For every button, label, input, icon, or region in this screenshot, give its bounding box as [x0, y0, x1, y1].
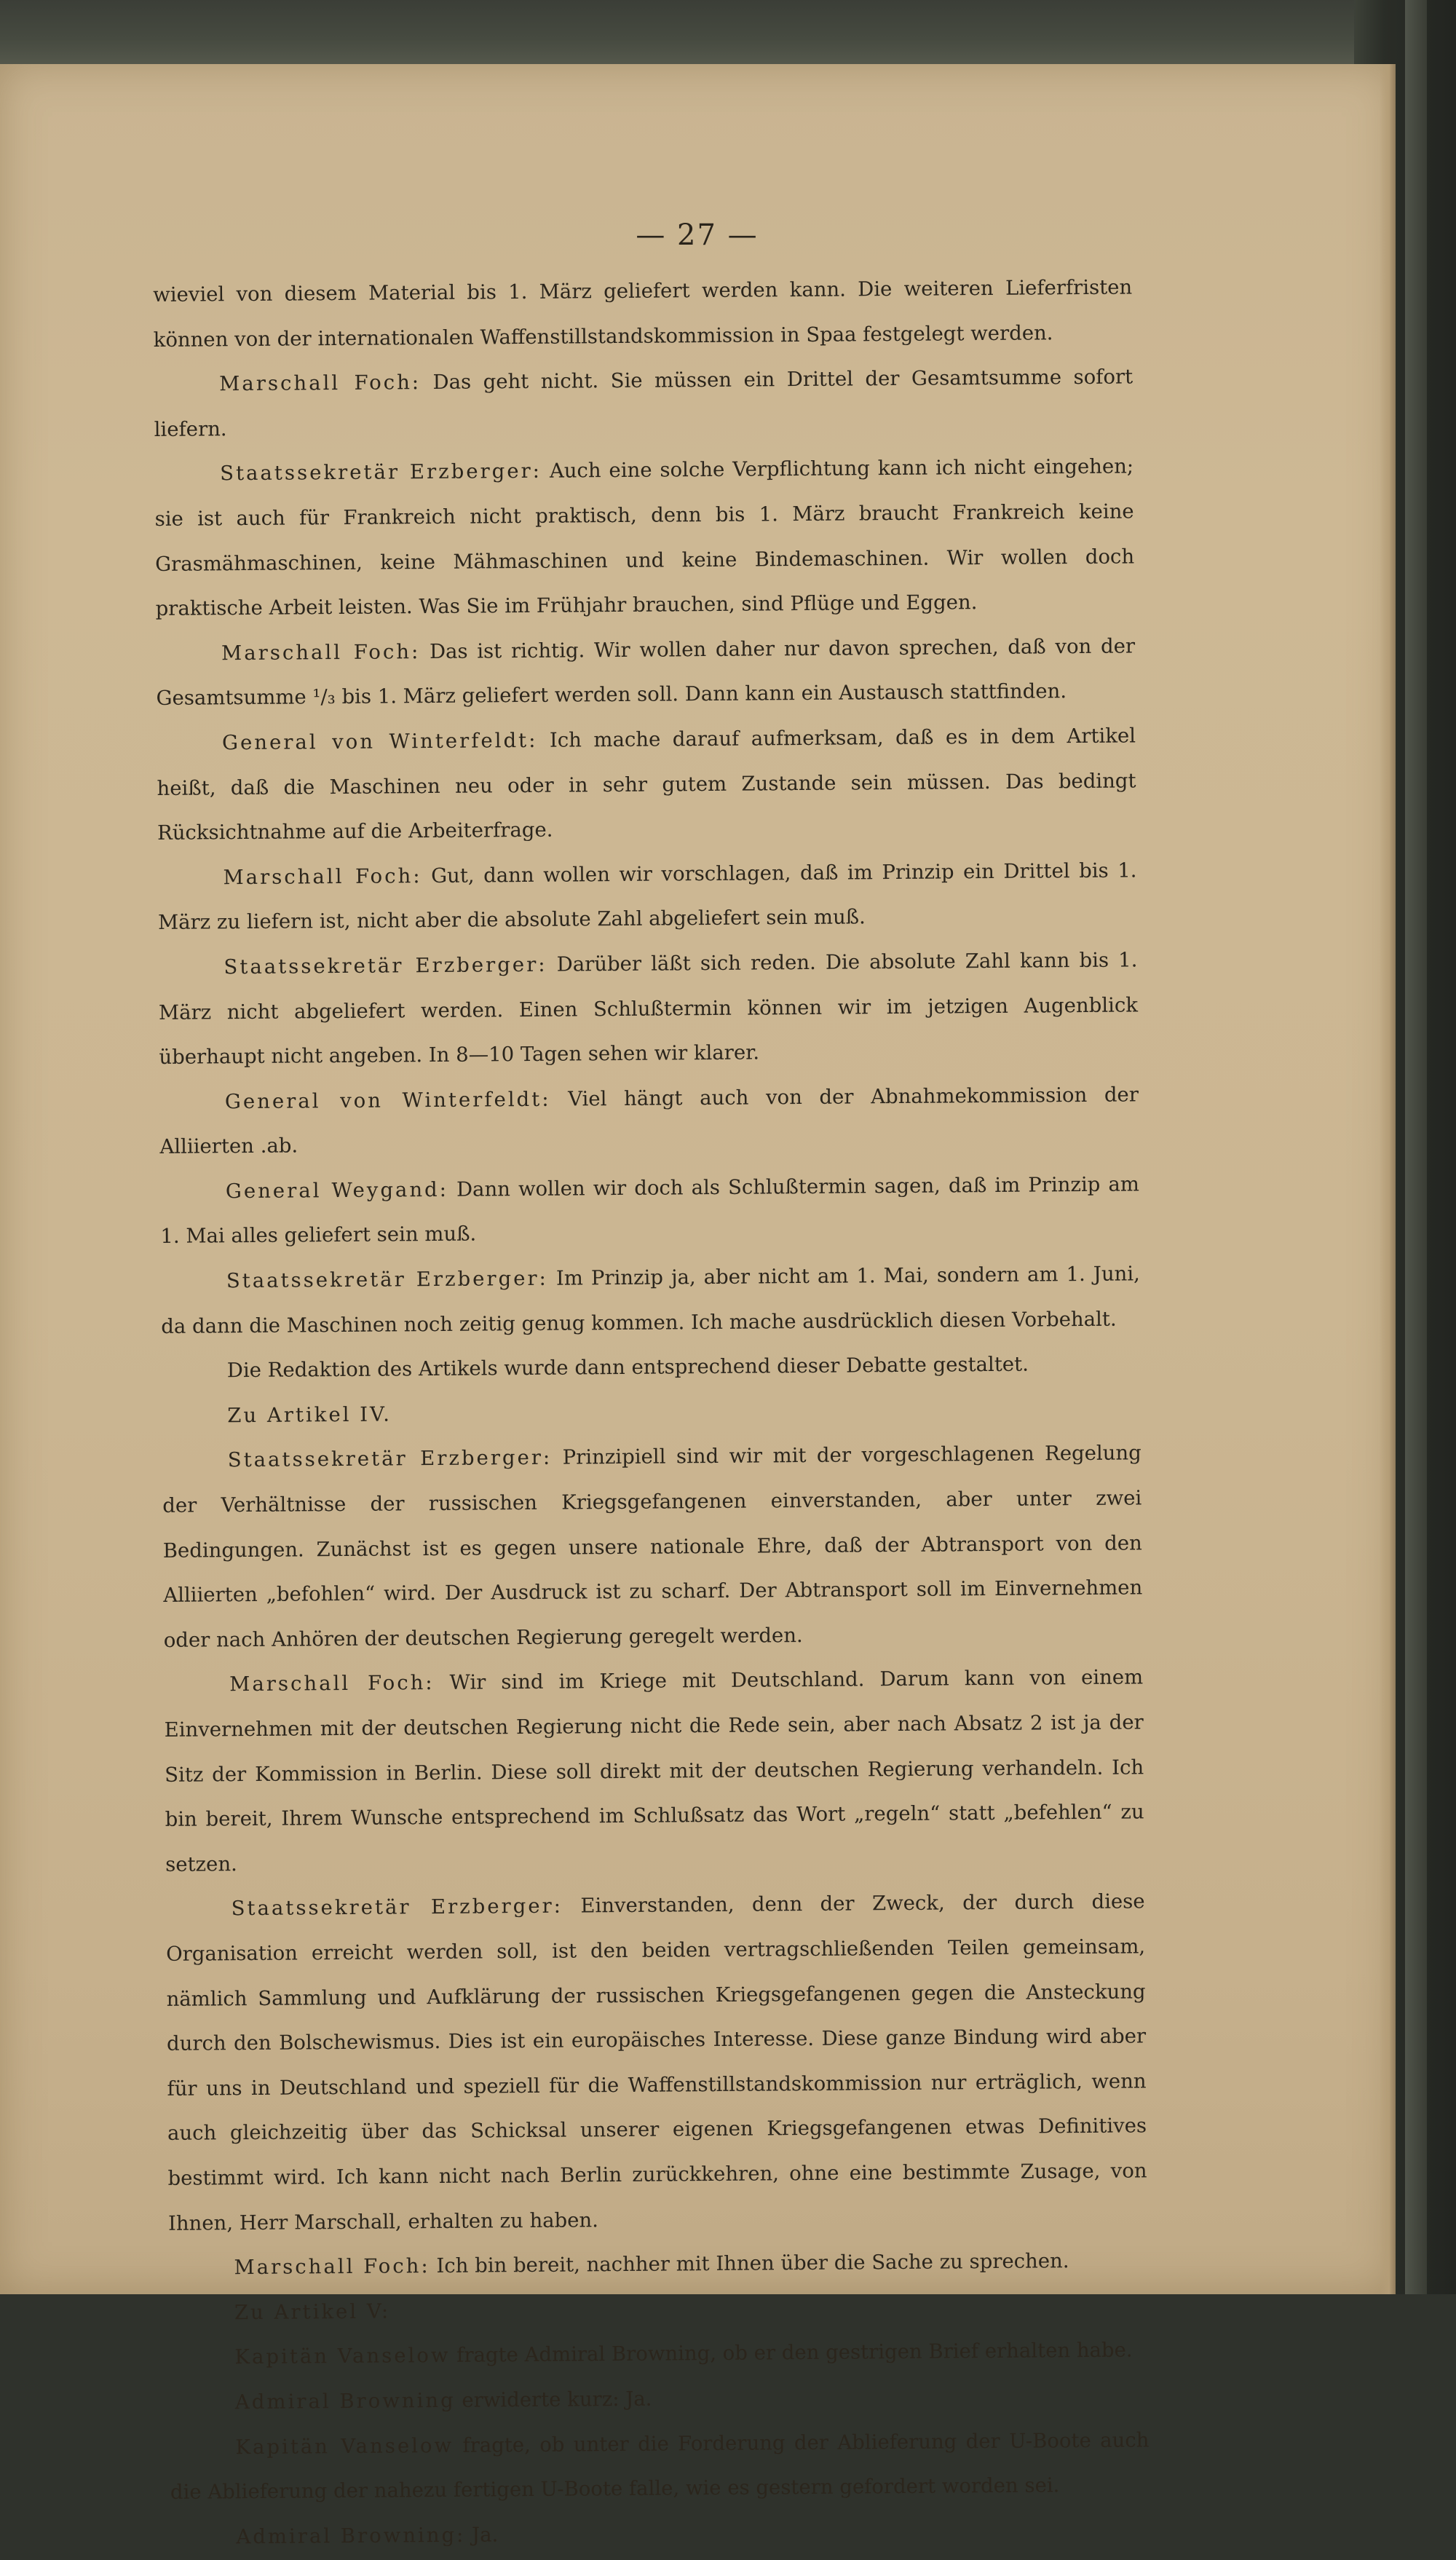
- paragraph: [162, 1431, 1143, 1664]
- speaker-name: Marschall Foch:: [234, 2254, 430, 2279]
- document-body: [153, 265, 1150, 2560]
- paragraph-text: Ich mache darauf aufmerksam, daß es in dem Artikel heißt, daß die Maschinen neu oder in sehr gutem Zustande sein müssen. Das bedingt Rücksichtnahme auf die Arbeiterfrage.: [157, 724, 1136, 845]
- section-heading: [169, 2283, 1148, 2336]
- paragraph-text: Das geht nicht. Sie müssen ein Drittel der Gesamtsumme sofort liefern.: [154, 366, 1133, 441]
- paragraph: [154, 355, 1133, 453]
- paragraph: [153, 265, 1133, 363]
- paragraph: [169, 2328, 1148, 2381]
- paragraph: [170, 2508, 1150, 2560]
- paragraph: [165, 1880, 1147, 2246]
- paragraph-text: Wir sind im Kriege mit Deutschland. Darum kann von einem Einvernehmen mit der deutschen Regierung nicht die Rede sein, aber nach Absatz 2 ist ja der Sitz der Kommission in Berlin. Diese soll direkt mit der deutschen Regierung verhandeln. Ich bin bereit, Ihrem Wunsche entsprechend im Schlußsatz das Wort „regeln“ statt „befehlen“ zu setzen.: [165, 1666, 1144, 1876]
- paragraph-text: fragte, ob unter die Forderung der Ablieferung der U-Boote auch die Ablieferung der nahezu fertigen U-Boote falle, wie es gestern gefordert worden sei.: [170, 2428, 1150, 2504]
- paragraph-text: Viel hängt auch von der Abnahmekommission der Alliierten .ab.: [159, 1083, 1139, 1158]
- paragraph-text: Zu Artikel IV.: [227, 1402, 392, 1427]
- paragraph-text: Darüber läßt sich reden. Die absolute Zahl kann bis 1. März nicht abgeliefert werden. Einen Schlußtermin können wir im jetzigen Augenblick überhaupt nicht angeben. In 8—10 Tagen sehen wir klarer.: [159, 948, 1138, 1069]
- paragraph: [154, 445, 1135, 632]
- paragraph-text: wieviel von diesem Material bis 1. März geliefert werden kann. Die weiteren Lieferfristen können von der internationalen Waffenstillstandskommission in Spaa festgelegt werden.: [153, 275, 1132, 351]
- paragraph: [164, 1656, 1144, 1888]
- speaker-name: General von Winterfeldt:: [222, 729, 538, 754]
- scanner-backing-top: [0, 0, 1456, 66]
- paragraph-text: erwiderte kurz: Ja.: [462, 2387, 652, 2412]
- paragraph: [159, 1072, 1139, 1170]
- paragraph: [158, 938, 1138, 1080]
- paragraph-text: fragte Admiral Browning, ob er den gestrigen Brief erhalten habe.: [456, 2339, 1133, 2367]
- paragraph: [162, 1342, 1141, 1394]
- speaker-name: Staatssekretär Erzberger:: [220, 459, 542, 485]
- speaker-name: Staatssekretär Erzberger:: [232, 1895, 563, 1921]
- paragraph-text: Im Prinzip ja, aber nicht am 1. Mai, sondern am 1. Juni, da dann die Maschinen noch zeitig genug kommen. Ich mache ausdrücklich diesen Vorbehalt.: [161, 1262, 1140, 1338]
- speaker-name: Staatssekretär Erzberger:: [223, 953, 547, 979]
- paragraph-text: Auch eine solche Verpflichtung kann ich nicht eingehen; sie ist auch für Frankreich nicht praktisch, denn bis 1. März braucht Frankreich keine Grasmähmaschinen, keine Mähmaschinen und keine Bindemaschinen. Wir wollen doch praktische Arbeit leisten. Was Sie im Frühjahr brauchen, sind Pflüge und Eggen.: [155, 455, 1135, 620]
- speaker-name: Admiral Browning: [235, 2389, 456, 2414]
- paragraph-text: Gut, dann wollen wir vorschlagen, daß im Prinzip ein Drittel bis 1. März zu liefern ist, nicht aber die absolute Zahl abgeliefert sein muß.: [158, 858, 1137, 934]
- speaker-name: General Weygand:: [226, 1178, 448, 1203]
- paragraph: [157, 848, 1137, 946]
- paragraph-text: Das ist richtig. Wir wollen daher nur davon sprechen, daß von der Gesamtsumme ¹/₃ bis 1. März geliefert werden soll. Dann kann ein Austausch stattfinden.: [156, 634, 1135, 710]
- paragraph: [156, 624, 1136, 722]
- paragraph-text: Dann wollen wir doch als Schlußtermin sagen, daß im Prinzip am 1. Mai alles geliefert sein muß.: [160, 1172, 1139, 1248]
- speaker-name: Admiral Browning:: [236, 2523, 465, 2548]
- speaker-name: Marschall Foch:: [223, 864, 422, 889]
- paragraph-text: Die Redaktion des Artikels wurde dann entsprechend dieser Debatte gestaltet.: [227, 1353, 1029, 1383]
- speaker-name: Marschall Foch:: [229, 1671, 435, 1696]
- speaker-name: Marschall Foch:: [221, 640, 420, 665]
- paragraph: [160, 1162, 1140, 1260]
- paragraph-text: Prinzipiell sind wir mit der vorgeschlagenen Regelung der Verhältnisse der russischen Kriegsgefangenen einverstanden, aber unter zwei Bedingungen. Zunächst ist es gegen unsere nationale Ehre, daß der Abtransport von den Alliierten „befohlen“ wird. Der Ausdruck ist zu scharf. Der Abtransport soll im Einvernehmen oder nach Anhören der deutschen Regierung geregelt werden.: [162, 1442, 1142, 1652]
- paragraph: [170, 2418, 1150, 2516]
- paragraph: [168, 2238, 1147, 2291]
- paragraph-text: Ich bin bereit, nachher mit Ihnen über die Sache zu sprechen.: [436, 2249, 1069, 2277]
- speaker-name: General von Winterfeldt:: [225, 1087, 551, 1113]
- paragraph-text: Zu Artikel V:: [234, 2299, 390, 2324]
- book-binding-edge: [1405, 0, 1427, 2294]
- speaker-name: Staatssekretär Erzberger:: [226, 1267, 548, 1292]
- page-number: — 27 —: [0, 218, 1394, 252]
- paper-right-edge: [1380, 64, 1396, 2294]
- section-heading: [162, 1386, 1141, 1439]
- speaker-name: Marschall Foch:: [219, 371, 421, 395]
- paragraph: [170, 2373, 1149, 2425]
- paragraph: [161, 1252, 1141, 1349]
- paragraph: [157, 714, 1136, 856]
- paragraph-text: Einverstanden, denn der Zweck, der durch diese Organisation erreicht werden soll, ist den beiden vertragschließenden Teilen gemeinsam, nämlich Sammlung und Aufklärung der russischen Kriegsgefangenen gegen die Ansteckung durch den Bolschewismus. Dies ist ein europäisches Interesse. Diese ganze Bindung wird aber für uns in Deutschland und speziell für die Waffenstillstandskommission nur erträglich, wenn auch gleichzeitig über das Schicksal unserer eigenen Kriegsgefangenen etwas Definitives bestimmt wird. Ich kann nicht nach Berlin zurückkehren, ohne eine bestimmte Zusage, von Ihnen, Herr Marschall, erhalten zu haben.: [166, 1890, 1147, 2235]
- speaker-name: Kapitän Vanselow: [235, 2433, 454, 2458]
- paragraph-text: Ja.: [472, 2523, 498, 2546]
- speaker-name: Staatssekretär Erzberger:: [228, 1446, 553, 1471]
- speaker-name: Kapitän Vanselow: [234, 2344, 450, 2369]
